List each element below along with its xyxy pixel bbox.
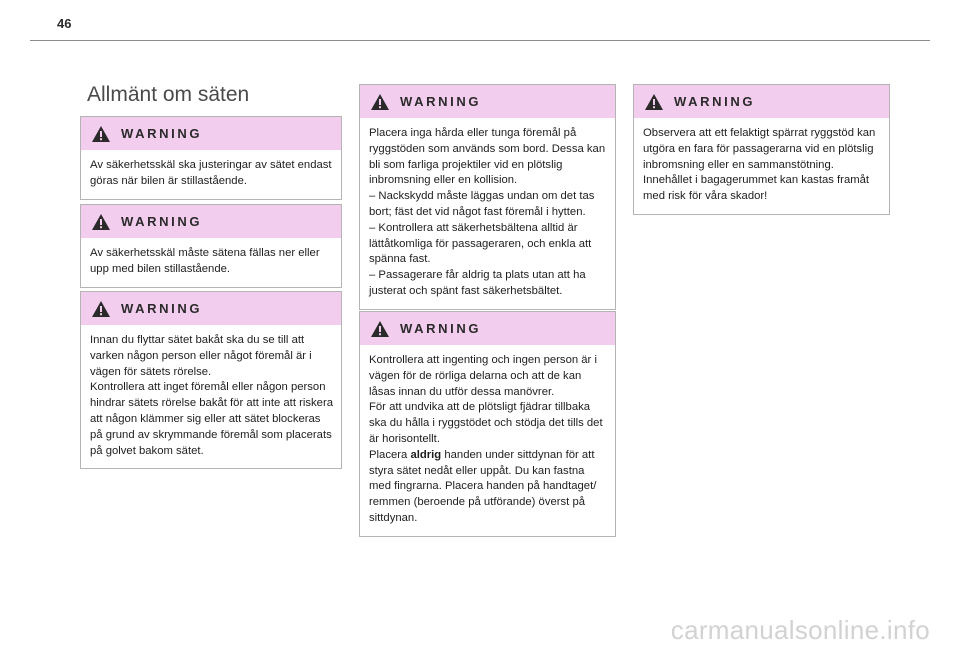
warning-title: WARNING <box>400 321 482 336</box>
warning-body <box>81 150 341 199</box>
warning-triangle-icon <box>370 93 390 111</box>
warning-text <box>369 448 607 527</box>
warning-box-1 <box>80 116 342 200</box>
warning-triangle-icon <box>91 300 111 318</box>
warning-body <box>360 345 615 536</box>
top-divider <box>30 40 930 41</box>
warning-text: Kontrollera att inget föremål eller någon person hindrar sätets rörelse bakåt för att inte att riskera att någon klämmer sig eller att sätet blockeras på grund av skrymmande föremål som placerats på golvet bakom sätet. <box>90 381 333 457</box>
warning-title: WARNING <box>400 94 482 109</box>
warning-body <box>360 118 615 309</box>
warning-title: WARNING <box>121 301 203 316</box>
warning-header <box>360 312 615 345</box>
page-number: 46 <box>57 16 72 31</box>
warning-body <box>81 325 341 468</box>
warning-title: WARNING <box>121 214 203 229</box>
warning-header <box>360 85 615 118</box>
page-title: Allmänt om säten <box>87 83 250 106</box>
warning-text: Innan du flyttar sätet bakåt ska du se till att varken någon person eller något föremål är i vägen för sätets rörelse. <box>90 334 312 378</box>
warning-title: WARNING <box>121 126 203 141</box>
warning-header <box>81 292 341 325</box>
footer-watermark: carmanualsonline.info <box>670 615 930 645</box>
warning-text-run: handen under sittdynan för att styra sätet nedåt eller uppåt. Du kan fastna med fingrarna. Placera handen på handtaget/ remmen (beroende på utförande) överst på sittdynan. <box>369 448 597 524</box>
warning-header <box>634 85 889 118</box>
warning-text: – Passagerare får aldrig ta plats utan att ha justerat och spänt fast säkerhetsbältet. <box>369 269 586 297</box>
warning-text: – Kontrollera att säkerhetsbältena alltid är lättåtkomliga för passageraren, och enkla att spänna fast. <box>369 221 592 266</box>
warning-text: Placera inga hårda eller tunga föremål på ryggstöden som används som bord. Dessa kan bli som farliga projektiler vid en plötslig inbromsning eller en kollision. <box>369 127 606 187</box>
warning-text: För att undvika att de plötsligt fjädrar tillbaka ska du hålla i ryggstödet och stödja det tills det är horisontellt. <box>369 401 603 445</box>
warning-emphasis: aldrig <box>410 448 442 461</box>
warning-triangle-icon <box>91 213 111 231</box>
warning-triangle-icon <box>91 125 111 143</box>
warning-text: Av säkerhetsskäl måste sätena fällas ner eller upp med bilen stillastående. <box>90 247 320 275</box>
warning-box-6 <box>633 84 890 215</box>
warning-text-run: Placera <box>369 448 411 461</box>
warning-box-5 <box>359 311 616 537</box>
warning-header <box>81 117 341 150</box>
warning-box-2 <box>80 204 342 288</box>
warning-title: WARNING <box>674 94 756 109</box>
warning-body <box>81 238 341 287</box>
warning-triangle-icon <box>644 93 664 111</box>
warning-body <box>634 118 889 214</box>
warning-text: Observera att ett felaktigt spärrat ryggstöd kan utgöra en fara för passagerarna vid en plötslig inbromsning eller en sammanstötning. Innehållet i bagagerummet kan kastas framåt med risk för våra skador! <box>643 127 876 203</box>
warning-box-4 <box>359 84 616 310</box>
warning-text: Av säkerhetsskäl ska justeringar av sätet endast göras när bilen är stillastående. <box>90 159 332 187</box>
warning-header <box>81 205 341 238</box>
warning-box-3 <box>80 291 342 469</box>
warning-text: – Nackskydd måste läggas undan om det tas bort; fäst det vid något fast föremål i hytten. <box>369 190 595 218</box>
warning-text: Kontrollera att ingenting och ingen person är i vägen för de rörliga delarna och att de kan låsas innan du utför dessa manövrer. <box>369 354 597 398</box>
warning-triangle-icon <box>370 320 390 338</box>
